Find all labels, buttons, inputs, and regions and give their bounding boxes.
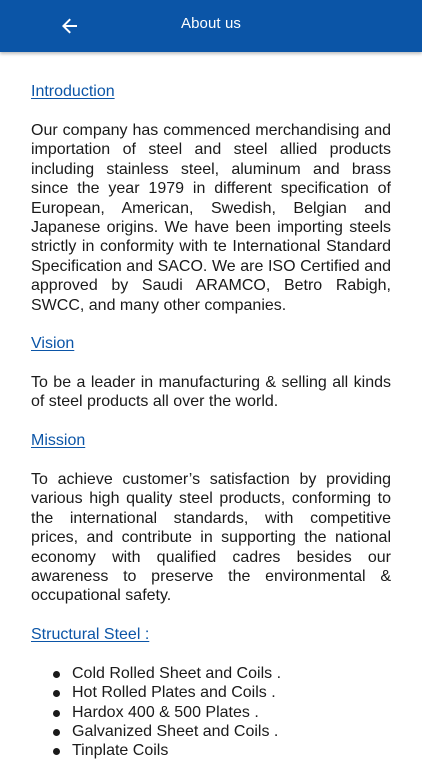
bullet-icon bbox=[53, 729, 60, 736]
app-bar bbox=[0, 0, 422, 52]
bullet-icon bbox=[53, 710, 60, 717]
structural-steel-heading[interactable]: Structural Steel : bbox=[31, 625, 150, 643]
mission-heading[interactable]: Mission bbox=[31, 431, 86, 449]
introduction-heading[interactable]: Introduction bbox=[31, 83, 115, 100]
list-item-label: Hot Rolled Plates and Coils . bbox=[72, 684, 276, 702]
page-title: About us bbox=[180, 15, 241, 32]
list-item-label: Galvanized Sheet and Coils . bbox=[72, 722, 279, 740]
list-item bbox=[53, 741, 391, 760]
bullet-icon bbox=[53, 748, 60, 755]
introduction-text: Our company has commenced merchandising and importation of steel and steel allied products including stainless steel, aluminum and brass since the year 1979 in different specification of European, American, Swedish, Belgian and Japanese origins. We have been importing steels strictly in conformity with te International Standard Specification and SACO. We are ISO Certified and approved by Saudi ARAMCO, Betro Rabigh, SWCC, and many other companies. bbox=[31, 122, 391, 314]
mission-text: To achieve customer’s satisfaction by providing various high quality steel products, conforming to the international standards, with competitive prices, and contribute in supporting the national economy with qualified cadres besides our awareness to preserve the environmental & occupational safety. bbox=[31, 470, 391, 605]
structural-steel-list bbox=[31, 664, 391, 761]
about-content bbox=[31, 52, 391, 761]
bullet-icon bbox=[53, 671, 60, 678]
bullet-icon bbox=[53, 690, 60, 697]
vision-heading[interactable]: Vision bbox=[31, 335, 75, 353]
list-item bbox=[53, 722, 391, 741]
list-item bbox=[53, 664, 391, 683]
list-item bbox=[53, 683, 391, 702]
list-item-label: Cold Rolled Sheet and Coils . bbox=[72, 664, 282, 682]
list-item bbox=[53, 703, 391, 722]
list-item-label: Tinplate Coils bbox=[72, 742, 169, 760]
list-item-label: Hardox 400 & 500 Plates . bbox=[72, 703, 259, 721]
vision-text: To be a leader in manufacturing & selling all kinds of steel products all over the world. bbox=[31, 374, 391, 411]
